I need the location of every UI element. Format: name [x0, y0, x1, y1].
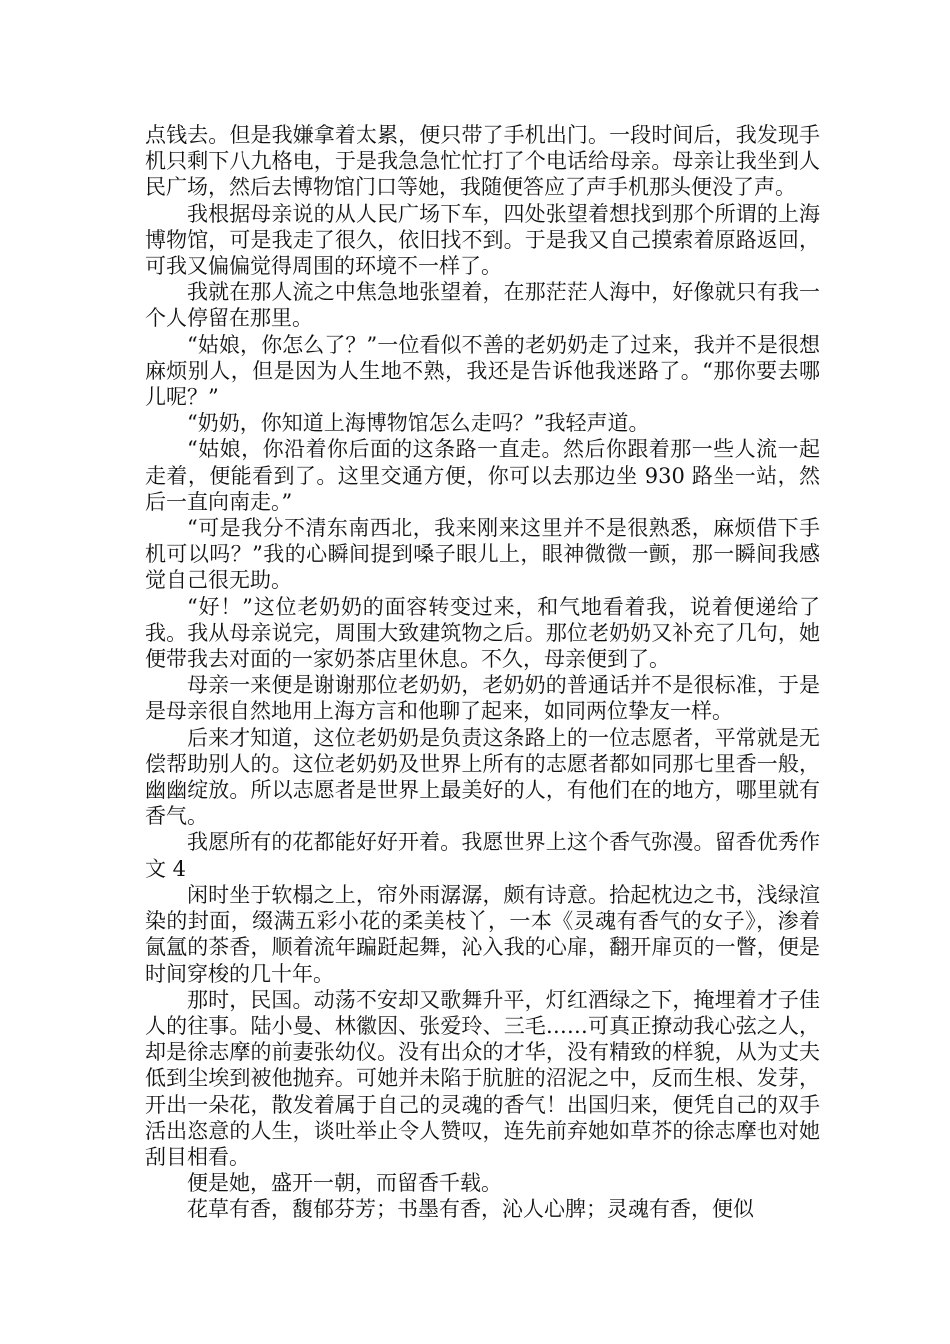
paragraph: 闲时坐于软榻之上，帘外雨潺潺，颇有诗意。拾起枕边之书，浅绿渲染的封面，缀满五彩小花的柔美枝丫，一本《灵魂有香气的女子》，渗着氤氲的茶香，顺着流年蹁跹起舞，沁入我的心扉，翻开扉页的一瞥，便是时间穿梭的几十年。 — [145, 882, 820, 986]
paragraph: “好！”这位老奶奶的面容转变过来，和气地看着我，说着便递给了我。我从母亲说完，周围大致建筑物之后。那位老奶奶又补充了几句，她便带我去对面的一家奶茶店里休息。不久，母亲便到了。 — [145, 594, 820, 672]
paragraph: 后来才知道，这位老奶奶是负责这条路上的一位志愿者，平常就是无偿帮助别人的。这位老奶奶及世界上所有的志愿者都如同那七里香一般，幽幽绽放。所以志愿者是世界上最美好的人，有他们在的地方，哪里就有香气。 — [145, 725, 820, 829]
paragraph: 母亲一来便是谢谢那位老奶奶，老奶奶的普通话并不是很标准，于是是母亲很自然地用上海方言和他聊了起来，如同两位挚友一样。 — [145, 673, 820, 724]
paragraph: 我就在那人流之中焦急地张望着，在那茫茫人海中，好像就只有我一个人停留在那里。 — [145, 280, 820, 331]
paragraph: “奶奶，你知道上海博物馆怎么走吗？”我轻声道。 — [187, 411, 650, 436]
paragraph: “姑娘，你怎么了？”一位看似不善的老奶奶走了过来，我并不是很想麻烦别人，但是因为人生地不熟，我还是告诉他我迷路了。“那你要去哪儿呢？” — [145, 332, 820, 410]
paragraph: 那时，民国。动荡不安却又歌舞升平，灯红酒绿之下，掩埋着才子佳人的往事。陆小曼、林徽因、张爱玲、三毛……可真正撩动我心弦之人，却是徐志摩的前妻张幼仪。没有出众的才华，没有精致的样貌，从为丈夫低到尘埃到被他抛弃。可她并未陷于肮脏的沼泥之中，反而生根、发芽，开出一朵花，散发着属于自己的灵魂的香气！出国归来，便凭自己的双手活出恣意的人生，谈吐举止令人赞叹，连先前弃她如草芥的徐志摩也对她刮目相看。 — [145, 987, 820, 1169]
paragraph: 我根据母亲说的从人民广场下车，四处张望着想找到那个所谓的上海博物馆，可是我走了很久，依旧找不到。于是我又自己摸索着原路返回，可我又偏偏觉得周围的环境不一样了。 — [145, 201, 820, 279]
paragraph: 我愿所有的花都能好好开着。我愿世界上这个香气弥漫。留香优秀作文 4 — [145, 830, 820, 881]
paragraph: 点钱去。但是我嫌拿着太累，便只带了手机出门。一段时间后，我发现手机只剩下八九格电，于是我急急忙忙打了个电话给母亲。母亲让我坐到人民广场，然后去博物馆门口等她，我随便答应了声手机那头便没了声。 — [145, 123, 820, 200]
paragraph: 便是她，盛开一朝，而留香千载。 — [187, 1171, 502, 1196]
essay-body — [145, 122, 820, 1223]
paragraph: “可是我分不清东南西北，我来刚来这里并不是很熟悉，麻烦借下手机可以吗？”我的心瞬间提到嗓子眼儿上，眼神微微一颤，那一瞬间我感觉自己很无助。 — [145, 516, 820, 593]
paragraph: “姑娘，你沿着你后面的这条路一直走。然后你跟着那一些人流一起走着，便能看到了。这里交通方便，你可以去那边坐 930 路坐一站，然后一直向南走。” — [145, 437, 820, 514]
paragraph: 花草有香，馥郁芬芳；书墨有香，沁人心脾；灵魂有香，便似 — [187, 1197, 754, 1222]
